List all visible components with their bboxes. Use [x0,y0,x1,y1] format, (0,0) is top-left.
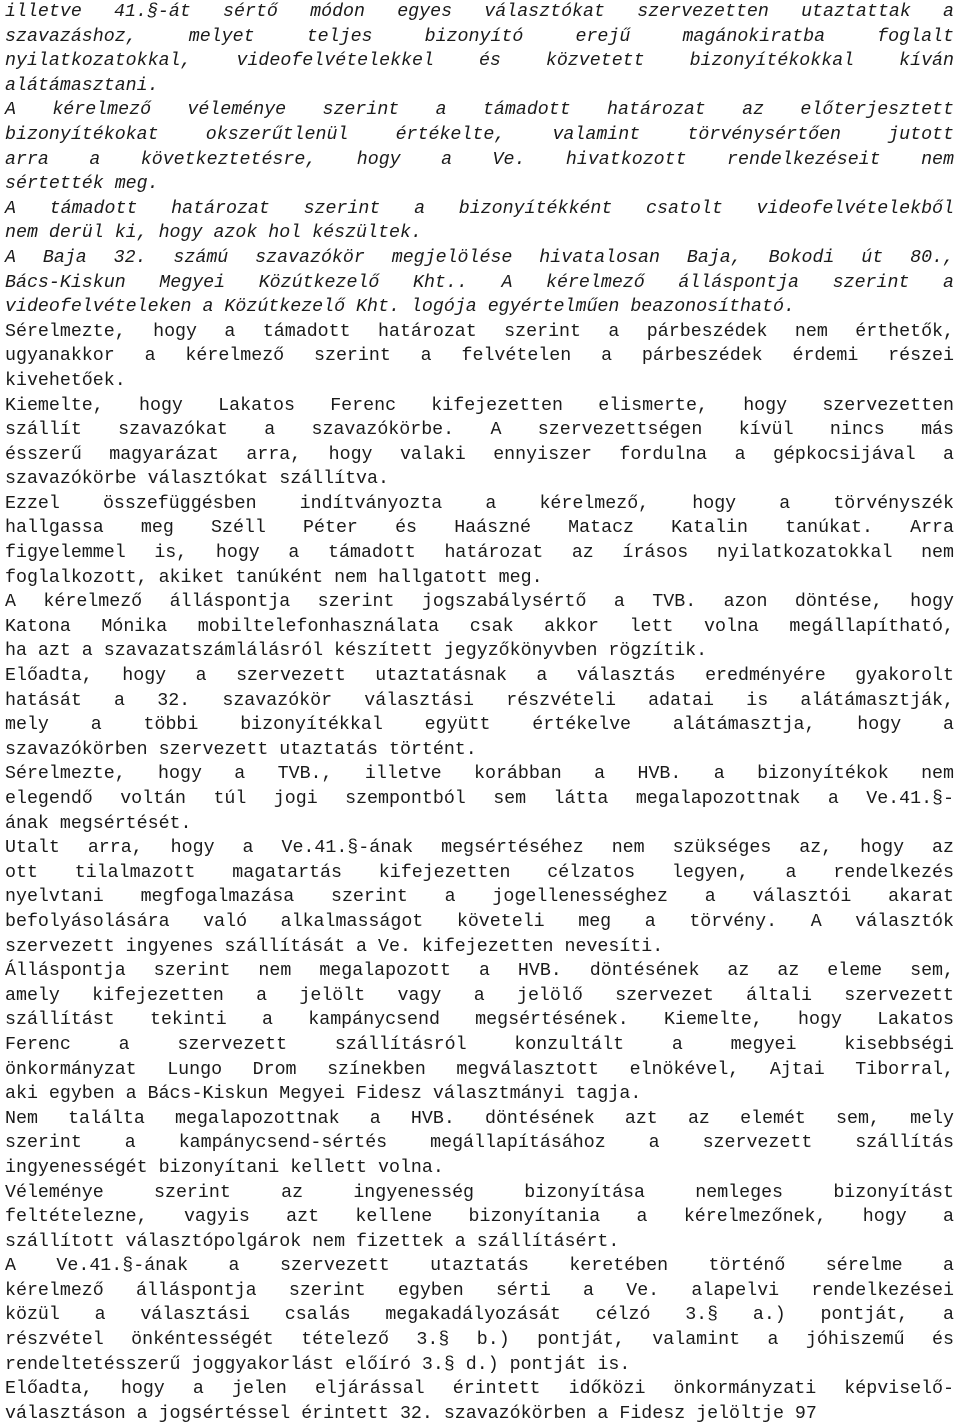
text-line: Előadta, hogy a szervezett utaztatásnak a választás eredményére gyakorolt [5,666,954,687]
text-line: A kérelmező véleménye szerint a támadott határozat az előterjesztett [5,100,954,121]
text-line: Bács-Kiskun Megyei Közútkezelő Kht.. A kérelmező álláspontja szerint a [5,272,954,293]
text-line: Véleménye szerint az ingyenesség bizonyítása nemleges bizonyítást [5,1182,954,1203]
text-line: A támadott határozat szerint a bizonyítékként csatolt videofelvételekből [5,198,954,219]
text-line: Ezzel összefüggésben indítványozta a kérelmező, hogy a törvényszék [5,493,954,514]
text-line: Álláspontja szerint nem megalapozott a HVB. döntésének az az eleme sem, [5,961,954,982]
text-line: szavazókörbe választókat szállítva. [5,469,389,490]
text-line: szervezett ingyenes szállítását a Ve. kifejezetten nevesíti. [5,936,664,957]
text-line: ugyanakkor a kérelmező szerint a felvételen a párbeszédek érdemi részei [5,346,954,367]
text-line: mely a többi bizonyítékkal együtt értékelve alátámasztja, hogy a [5,715,954,736]
text-line: A kérelmező álláspontja szerint jogszabálysértő a TVB. azon döntése, hogy [5,592,954,613]
text-line: kérelmező álláspontja szerint egyben sérti a Ve. alapelvi rendelkezései [5,1280,954,1301]
text-line: sértették meg. [5,174,159,195]
text-line: szavazáshoz, melyet teljes bizonyító erejű magánokiratba foglalt [5,26,954,47]
paragraph [5,1181,954,1255]
text-line: nyilatkozatokkal, videofelvételekkel és közvetett bizonyítékokkal kíván [5,51,954,72]
text-line: A Baja 32. számú szavazókör megjelölése hivatalosan Baja, Bokodi út 80., [5,247,954,268]
text-line: arra a következtetésre, hogy a Ve. hivatkozott rendelkezéseit nem [5,149,954,170]
text-line: foglalkozott, akiket tanúként nem hallgatott meg. [5,567,543,588]
text-line: részvétel önkéntességét tételező 3.§ b.) pontját, valamint a jóhiszemű és [5,1330,954,1351]
text-line: Katona Mónika mobiltelefonhasználata csak akkor lett volna megállapítható, [5,616,954,637]
text-line: videofelvételeken a Közútkezelő Kht. logója egyértelműen beazonosítható. [5,297,795,318]
text-line: Utalt arra, hogy a Ve.41.§-ának megsértéséhez nem szükséges az, hogy az [5,838,954,859]
text-line: szerint a kampánycsend-sértés megállapításához a szervezett szállítás [5,1133,954,1154]
text-line: Sérelmezte, hogy a TVB., illetve korábban a HVB. a bizonyítékok nem [5,764,954,785]
text-line: illetve 41.§-át sértő módon egyes választókat szervezetten utaztattak a [5,2,954,22]
paragraph [5,197,954,246]
text-line: szállít szavazókat a szavazókörbe. A szervezettségen kívül nincs más [5,420,954,441]
text-line: szállítást tekinti a kampánycsend megsértésének. Kiemelte, hogy Lakatos [5,1010,954,1031]
paragraph [5,98,954,196]
paragraph [5,959,954,1107]
text-line: Kiemelte, hogy Lakatos Ferenc kifejezetten elismerte, hogy szervezetten [5,395,954,416]
text-line: aki egyben a Bács-Kiskun Megyei Fidesz választmányi tagja. [5,1084,642,1105]
text-line: választáson a jogsértéssel érintett 32. szavazókörben a Fidesz jelöltje 97 [5,1403,817,1424]
text-line: hallgassa meg Széll Péter és Haászné Matacz Katalin tanúkat. Arra [5,518,954,539]
text-line: nyelvtani megfogalmazása szerint a jogellenességhez a választói akarat [5,887,954,908]
text-line: A Ve.41.§-ának a szervezett utaztatás keretében történő sérelme a [5,1256,954,1277]
text-line: ha azt a szavazatszámlálásról készített jegyzőkönyvben rögzítik. [5,641,708,662]
text-line: befolyásolására való alkalmasságot követeli meg a törvény. A választók [5,911,954,932]
paragraph [5,590,954,664]
paragraph [5,1107,954,1181]
paragraph [5,492,954,590]
text-line: Előadta, hogy a jelen eljárással érintett időközi önkormányzati képviselő- [5,1379,954,1400]
text-line: hatását a 32. szavazókör választási részvételi adatai is alátámasztják, [5,690,954,711]
paragraph [5,1254,954,1377]
paragraph [5,836,954,959]
text-line: amely kifejezetten a jelölt vagy a jelölő szervezet általi szervezett [5,985,954,1006]
text-line: feltételezne, vagyis azt kellene bizonyítania a kérelmezőnek, hogy a [5,1207,954,1228]
text-line: nem derül ki, hogy azok hol készültek. [5,223,422,244]
text-line: Sérelmezte, hogy a támadott határozat szerint a párbeszédek nem érthetők, [5,321,954,342]
text-line: ának megsértését. [5,813,192,834]
paragraph [5,1377,954,1426]
text-line: Ferenc a szervezett szállításról konzultált a megyei kisebbségi [5,1034,954,1055]
text-line: kivehetőek. [5,370,126,391]
paragraph [5,0,954,98]
text-line: elegendő voltán túl jogi szempontból sem látta megalapozottnak a Ve.41.§- [5,789,954,809]
text-line: ott tilalmazott magatartás kifejezetten célzatos legyen, a rendelkezés [5,862,954,883]
paragraph [5,762,954,836]
text-line: szavazókörben szervezett utaztatás történt. [5,739,477,760]
text-line: figyelemmel is, hogy a támadott határozat az írásos nyilatkozatokkal nem [5,543,954,564]
text-line: szállított választópolgárok nem fizettek a szállításért. [5,1231,620,1252]
text-line: önkormányzat Lungo Drom színekben megválasztott elnökével, Ajtai Tiborral, [5,1059,954,1080]
text-line: Nem találta megalapozottnak a HVB. döntésének azt az elemét sem, mely [5,1108,954,1129]
text-line: rendeltetésszerű joggyakorlást előíró 3.§ d.) pontját is. [5,1354,631,1375]
text-line: ingyenességét bizonyítani kellett volna. [5,1157,444,1178]
paragraph [5,394,954,492]
text-line: alátámasztani. [5,75,159,96]
paragraph [5,320,954,394]
paragraph [5,664,954,762]
paragraph [5,246,954,320]
text-line: ésszerű magyarázat arra, hogy valaki ennyiszer fordulna a gépkocsijával a [5,444,954,465]
text-line: bizonyítékokat okszerűtlenül értékelte, valamint törvénysértően jutott [5,124,954,145]
text-line: közül a választási csalás megakadályozását célzó 3.§ a.) pontját, a [5,1305,954,1326]
